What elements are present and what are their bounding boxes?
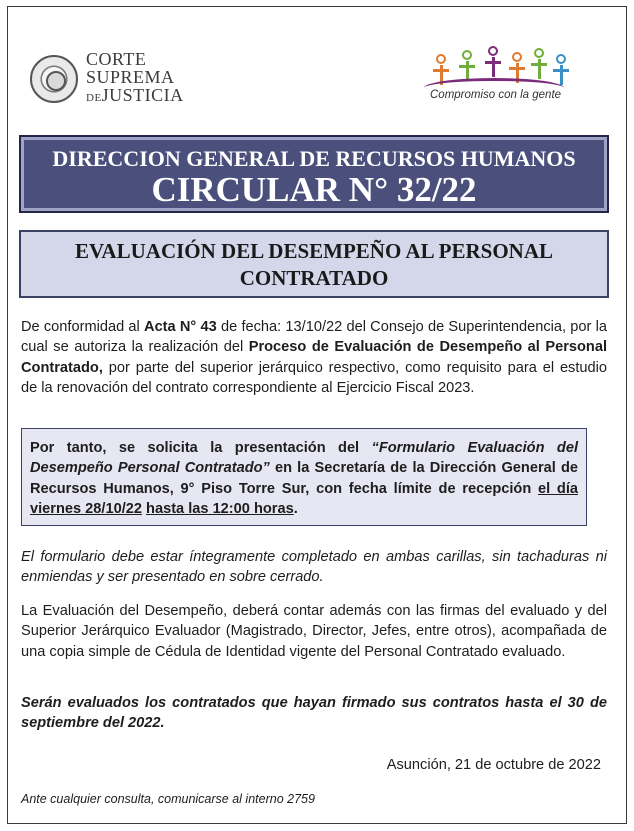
deadline-date: el día viernes 28/10/22	[30, 480, 579, 518]
process-name: Proceso de Evaluación de Desempeño al Personal Contratado,	[21, 339, 608, 376]
compromiso-logo	[424, 44, 574, 114]
intro-text-1: De conformidad al	[21, 319, 145, 335]
slogan: Compromiso con la gente	[430, 89, 562, 101]
subject-banner	[19, 230, 609, 298]
subject-line-2: CONTRATADO	[239, 266, 389, 290]
national-seal-icon	[30, 55, 78, 103]
deadline-notice-box	[21, 428, 587, 526]
document-date: Asunción, 21 de octubre de 2022	[386, 757, 601, 773]
paragraph-form-instructions: El formulario debe estar íntegramente completado en ambas carillas, sin tachaduras ni enmiendas y ser presentado en sobre cerrado.	[21, 549, 607, 586]
corte-suprema-logo	[30, 50, 184, 107]
notice-text-2: en la Secretaría de la Dirección General de Recursos Humanos, 9° Piso Torre Sur, con fecha límite de recepción	[30, 460, 578, 497]
court-name	[86, 50, 184, 107]
intro-text-2: de fecha: 13/10/22 del Consejo de Superintendencia, por la cual se autoriza la realización del	[21, 319, 607, 356]
circular-number: CIRCULAR N° 32/22	[151, 170, 477, 209]
intro-text-3: por parte del superior jerárquico respectivo, como requisito para el estudio de la renovación del contrato correspondiente al Ejercicio Fiscal 2023.	[21, 359, 607, 397]
court-line-2: SUPREMA	[86, 67, 175, 87]
paragraph-eligibility: Serán evaluados los contratados que hayan firmado sus contratos hasta el 30 de septiembre del 2022.	[21, 695, 607, 732]
paragraph-signatures: La Evaluación del Desempeño, deberá contar además con las firmas del evaluado y del Superior Jerárquico Evaluador (Magistrado, Director, Jefes, entre otros), acompañada de una copia simple de Cédula de Identidad vigente del Personal Contratado evaluado.	[21, 603, 607, 660]
subject-line-1: EVALUACIÓN DEL DESEMPEÑO AL PERSONAL	[74, 239, 554, 263]
court-line-3: JUSTICIA	[101, 85, 184, 105]
paragraph-intro	[21, 317, 607, 399]
deadline-time: hasta las 12:00 horas	[146, 501, 294, 518]
notice-text-1: Por tanto, se solicita la presentación del	[30, 440, 372, 456]
acta-number: Acta N° 43	[144, 319, 217, 335]
department-title: DIRECCION GENERAL DE RECURSOS HUMANOS	[52, 146, 576, 171]
court-de: DE	[86, 92, 102, 104]
footer-contact: Ante cualquier consulta, comunicarse al interno 2759	[21, 792, 315, 806]
title-banner	[19, 135, 609, 213]
court-line-1: CORTE	[86, 49, 147, 69]
notice-period: .	[293, 501, 298, 518]
form-name: “Formulario Evaluación del Desempeño Personal Contratado”	[30, 440, 579, 477]
